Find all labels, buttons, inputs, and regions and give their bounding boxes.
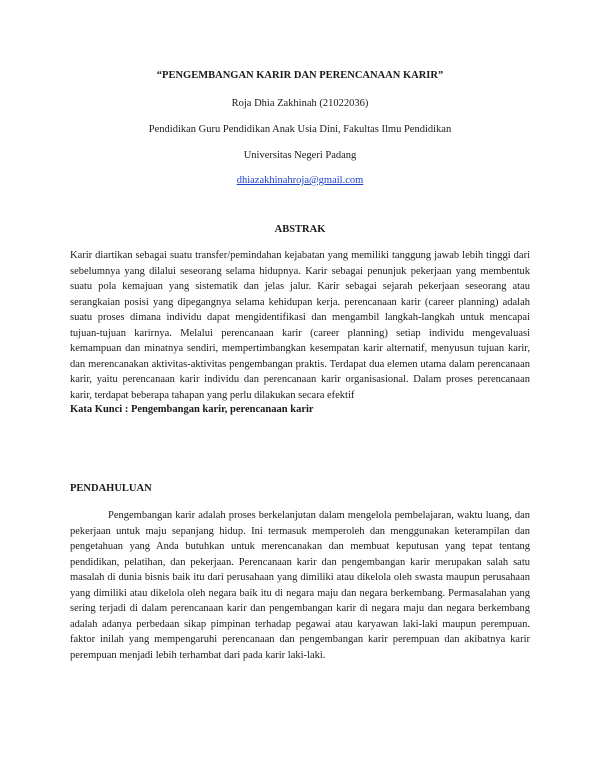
abstract-heading: ABSTRAK [274, 224, 326, 235]
abstract-paragraph: Karir diartikan sebagai suatu transfer/pemindahan kejabatan yang memiliki tanggung jawab lebih tinggi dari sebelumnya yang dilalui seseorang selama hidupnya. Karir sebagai penunjuk pekerjaan yang membentuk suatu pola kemajuan yang sistematik dan jelas jalur. Karir sebagai sejarah pekerjaan seseorang atau serangkaian posisi yang dipegangnya selama kehidupan kerja. perencanaan karir (career planning) adalah suatu proses dimana individu dapat mengidentifikasi dan mengambil langkah-langkah untuk mencapai tujuan-tujuan karirnya. Melalui perencanaan karir (career planning) setiap individu mengevaluasi kemampuan dan minatnya sendiri, mempertimbangkan kesempatan karir alternatif, menyusun tujuan karir, dan merencanakan aktivitas-aktivitas pengembangan praktis. Terdapat dua elemen utama dalam perencanaan karir, yaitu perencanaan karir individu dan perencanaan karir organisasional. Dalam proses perencanaan karir, terdapat beberapa tahapan yang perlu dilakukan secara efektif [70, 250, 530, 401]
email-link[interactable]: dhiazakhinahroja@gmail.com [236, 175, 364, 186]
email-row [0, 175, 600, 186]
keywords-line: Kata Kunci : Pengembangan karir, perencanaan karir [70, 404, 314, 415]
introduction-paragraph: Pengembangan karir adalah proses berkelanjutan dalam mengelola pembelajaran, waktu luang, dan pekerjaan untuk maju sepanjang hidup. Ini termasuk memperoleh dan menggunakan keterampilan dan pengetahuan yang Anda butuhkan untuk merencanakan dan membuat keputusan yang tepat tentang pendidikan, pelatihan, dan pekerjaan. Perencanaan karir dan pengembangan karir merupakan salah satu masalah di dunia bisnis baik itu dari perusahaan yang dimiliki atau dikelola oleh swasta maupun perusahaan yang dimiliki atau dikelola oleh negara baik itu di negara maju dan negara berkembang. Permasalahan yang sering terjadi di dalam perencanaan karir dan pengembangan karir di negara maju dan negara berkembang adalah adanya perbedaan sikap pimpinan terhadap pegawai atau karyawan laki-laki maupun perempuan. faktor inilah yang mempengaruhi perencanaan dan pengembangan karir perempuan dan akibatnya karir perempuan menjadi lebih terhambat dari pada karir laki-laki. [70, 510, 530, 661]
affiliation-line: Pendidikan Guru Pendidikan Anak Usia Dini, Fakultas Ilmu Pendidikan [148, 124, 452, 135]
introduction-heading: PENDAHULUAN [70, 483, 152, 494]
paper-title: “PENGEMBANGAN KARIR DAN PERENCANAAN KARIR” [156, 70, 444, 81]
university-line: Universitas Negeri Padang [243, 150, 357, 161]
author-line: Roja Dhia Zakhinah (21022036) [231, 98, 369, 109]
